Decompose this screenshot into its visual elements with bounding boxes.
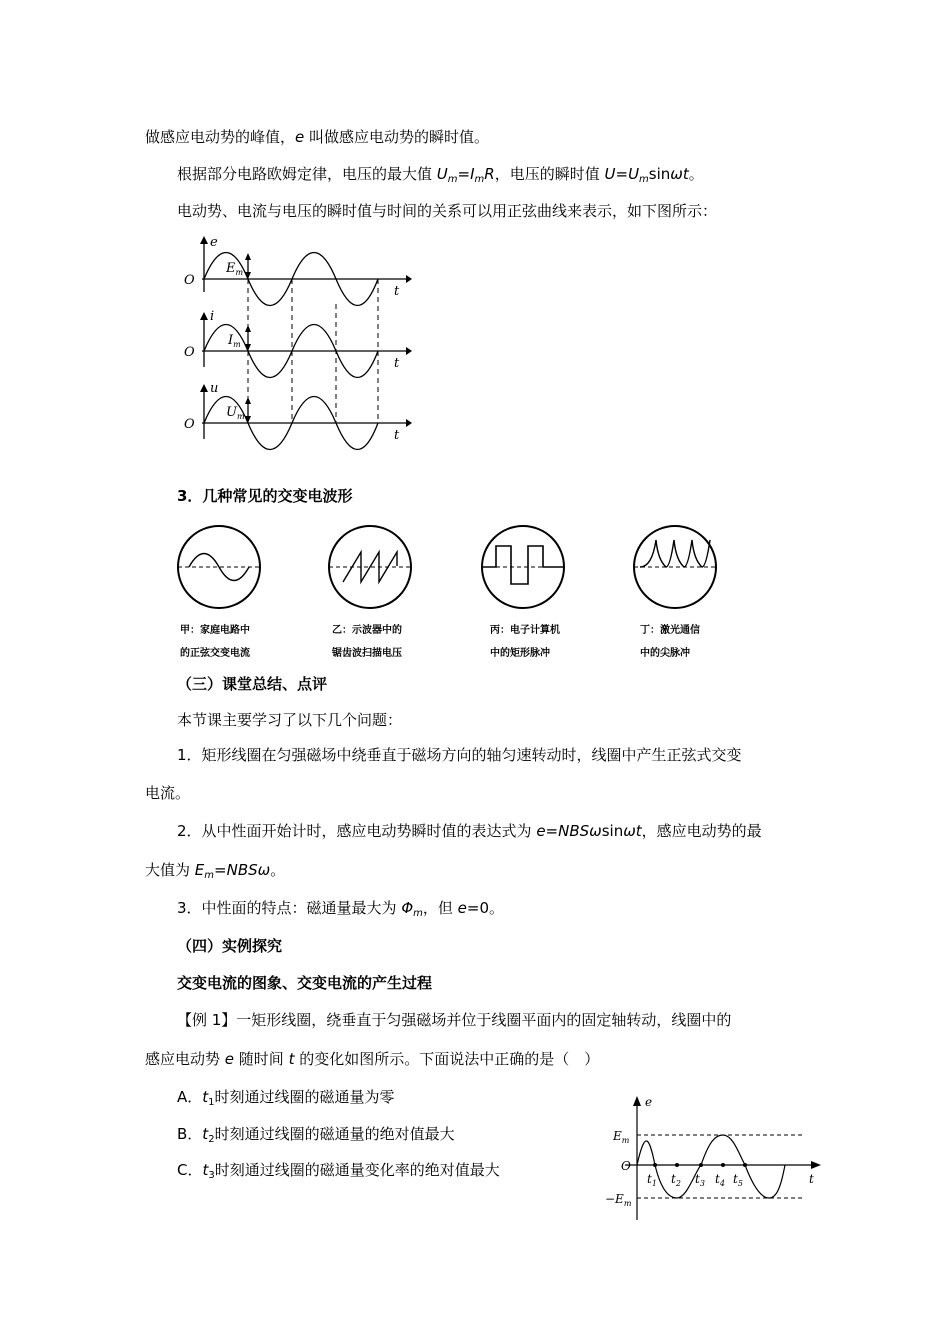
time-label-3: t: [394, 428, 400, 443]
example-et-graph: [605, 1090, 830, 1225]
origin-label-2: O: [184, 345, 195, 360]
heading-summary: （三）课堂总结、点评: [177, 675, 328, 693]
time-label-2: t: [394, 356, 400, 371]
text-example-1b: 感应电动势 e 随时间 t 的变化如图所示。下面说法中正确的是（ ）: [145, 1050, 600, 1068]
text-summary-2b: 大值为 $E_m=NBS\omega$。: [145, 861, 286, 881]
waveform-caption-3: 丙：电子计算机 中的矩形脉冲: [490, 625, 560, 659]
waveform-sawtooth-icon: [325, 524, 415, 610]
text-summary-2a: 2．从中性面开始计时，感应电动势瞬时值的表达式为 e=NBSωsinωt，感应电动势的最: [177, 822, 762, 840]
text-line-sine-intro: 电动势、电流与电压的瞬时值与时间的关系可以用正弦曲线来表示，如下图所示：: [177, 202, 718, 220]
ex-label-neg-em: $-E_m$: [605, 1192, 632, 1208]
text-summary-intro: 本节课主要学习了以下几个问题：: [177, 711, 403, 729]
ex-origin: O: [621, 1159, 631, 1173]
option-b: B．$t_2$时刻通过线圈的磁通量的绝对值最大: [177, 1125, 455, 1145]
axis-label-e: e: [210, 235, 218, 250]
ex-axis-e: e: [645, 1095, 653, 1109]
text-line-ohm: 根据部分电路欧姆定律，电压的最大值 $U_m=I_mR$，电压的瞬时值 $U=U_m\sin\omega t$。: [177, 165, 704, 185]
ex-label-t5: $t_5$: [733, 1172, 743, 1188]
option-c: C．$t_3$时刻通过线圈的磁通量变化率的绝对值最大: [177, 1161, 500, 1181]
heading-example: （四）实例探究: [177, 937, 283, 955]
text-summary-3: 3．中性面的特点：磁通量最大为 $\Phi_m$，但 e=0。: [177, 899, 505, 919]
waveform-spike-icon: [630, 524, 720, 610]
waveform-caption-1: 甲：家庭电路中 的正弦交变电流: [180, 625, 250, 659]
axis-label-u: u: [210, 381, 219, 396]
waveform-square-icon: [478, 524, 568, 610]
text-example-1a: 【例 1】一矩形线圈，绕垂直于匀强磁场并位于线圈平面内的固定轴转动，线圈中的: [177, 1011, 732, 1029]
waveform-caption-4: 丁：激光通信 中的尖脉冲: [640, 625, 700, 659]
heading-waveforms: 3．几种常见的交变电波形: [177, 487, 353, 505]
origin-label-3: O: [184, 417, 195, 432]
option-a: A．$t_1$时刻通过线圈的磁通量为零: [177, 1088, 395, 1108]
origin-label-1: O: [184, 273, 195, 288]
ex-label-t2: $t_2$: [671, 1172, 681, 1188]
peak-label-im: $I_m$: [228, 333, 241, 349]
text-summary-1a: 1．矩形线圈在匀强磁场中绕垂直于磁场方向的轴匀速转动时，线圈中产生正弦式交变: [177, 746, 742, 764]
axis-label-i: i: [210, 309, 215, 324]
time-label-1: t: [394, 284, 400, 299]
ex-label-t4: $t_4$: [715, 1172, 725, 1188]
sine-curves-figure: [180, 232, 420, 454]
ex-label-t1: $t_1$: [647, 1172, 657, 1188]
text-line-1: 做感应电动势的峰值，e 叫做感应电动势的瞬时值。: [145, 128, 490, 146]
text-summary-1b: 电流。: [145, 784, 191, 802]
ex-axis-t: t: [809, 1172, 814, 1186]
peak-label-em: $E_m$: [226, 261, 244, 277]
waveform-sine-icon: [174, 524, 264, 610]
waveform-caption-2: 乙：示波器中的 锯齿波扫描电压: [332, 625, 402, 659]
ex-label-em: $E_m$: [613, 1129, 630, 1145]
peak-label-um: $U_m$: [226, 405, 245, 421]
heading-topic: 交变电流的图象、交变电流的产生过程: [177, 974, 433, 992]
ex-label-t3: $t_3$: [695, 1172, 705, 1188]
